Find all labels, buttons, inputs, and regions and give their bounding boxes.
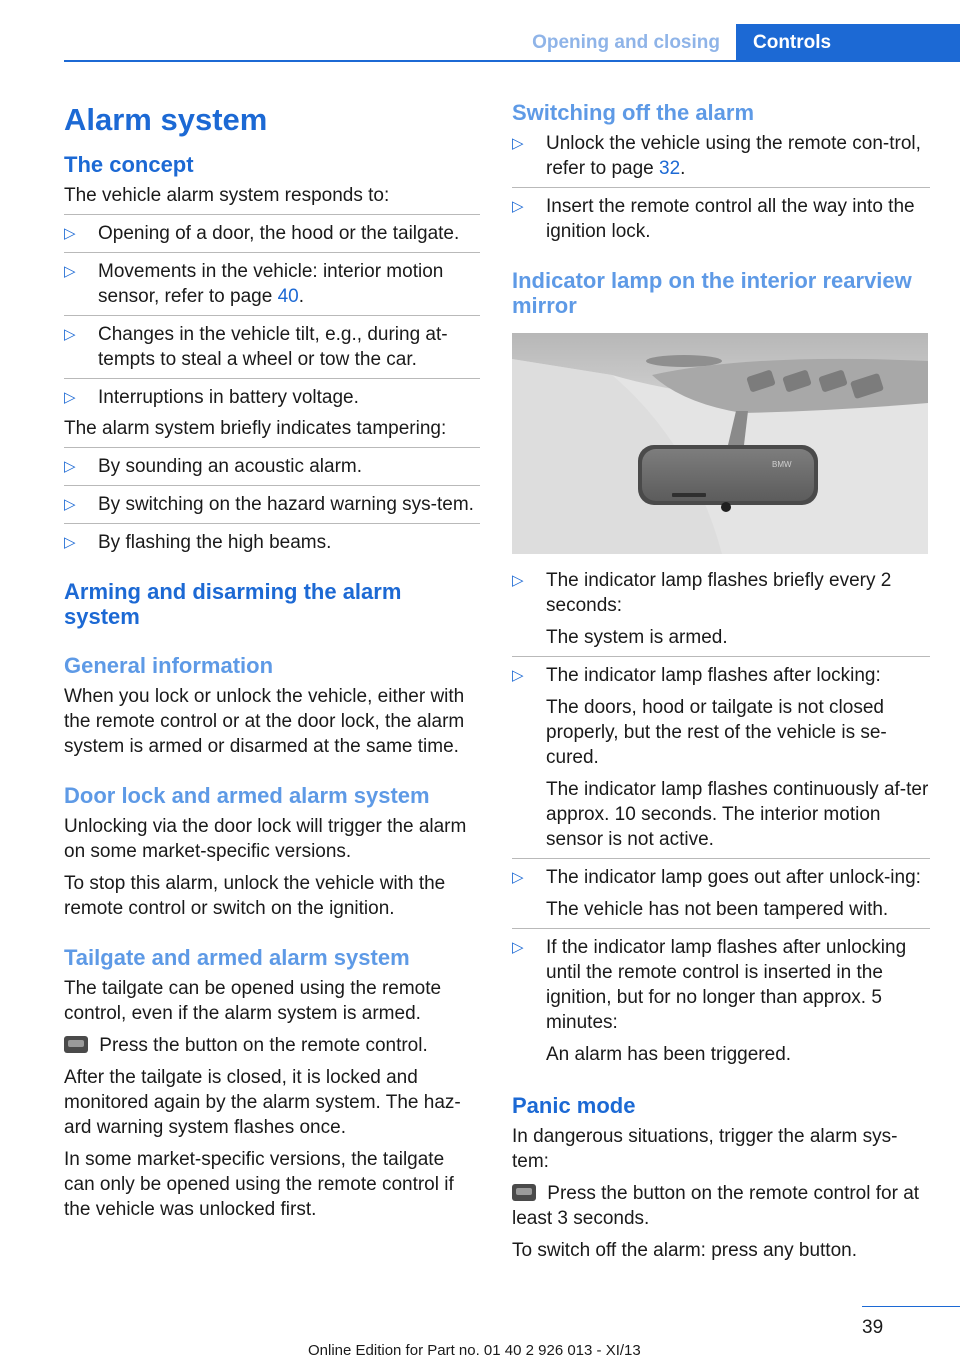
general-info-heading: General information [64, 653, 274, 678]
tailgate-market-text: In some market-specific versions, the tailgate can only be opened using the remote control if the vehicle was unlocked first. [64, 1149, 454, 1220]
tailgate-heading: Tailgate and armed alarm system [64, 945, 410, 970]
page-link-40[interactable]: 40 [277, 286, 299, 307]
indicator-lamp-icon [721, 502, 731, 512]
tailgate-text: The tailgate can be opened using the remote control, even if the alarm system is armed. [64, 978, 442, 1024]
list-item: ▷ By flashing the high beams. [64, 523, 480, 555]
list-item: ▷ Unlock the vehicle using the remote con-trol, refer to page 32. [512, 133, 921, 179]
page-header [0, 0, 960, 64]
list-item: ▷ Movements in the vehicle: interior motion sensor, refer to page 40. [64, 252, 480, 309]
indicator-list [512, 568, 930, 1067]
switch-off-heading: Switching off the alarm [512, 100, 755, 125]
triangle-bullet-icon: ▷ [64, 389, 76, 406]
tamper-intro: The alarm system briefly indicates tampering: [64, 418, 447, 439]
triangle-bullet-icon: ▷ [512, 869, 524, 886]
list-item: ▷ By sounding an acoustic alarm. [64, 447, 480, 479]
triangle-bullet-icon: ▷ [64, 326, 76, 343]
panic-off-text: To switch off the alarm: press any button. [512, 1240, 857, 1261]
page-number: 39 [862, 1317, 884, 1338]
footer-rule [862, 1306, 960, 1307]
tailgate-closed-text: After the tailgate is closed, it is locked and monitored again by the alarm system. The haz-ard warning system flashes once. [64, 1067, 461, 1138]
list-item: ▷ Changes in the vehicle tilt, e.g., during at-tempts to steal a wheel or tow the car. [64, 315, 480, 372]
door-lock-heading: Door lock and armed alarm system [64, 783, 430, 808]
left-column [64, 100, 480, 1222]
triangle-bullet-icon: ▷ [64, 458, 76, 475]
panic-mode-heading: Panic mode [512, 1093, 636, 1118]
triangle-bullet-icon: ▷ [512, 135, 524, 152]
indicator-heading: Indicator lamp on the interior rearview mirror [512, 268, 912, 318]
list-item: ▷ By switching on the hazard warning sys-tem. [64, 485, 480, 517]
list-item: ▷ The indicator lamp flashes briefly every 2 seconds: The system is armed. [512, 570, 892, 648]
header-tab-controls: Controls [736, 24, 960, 62]
tailgate-button-text: Press the button on the remote control. [64, 1033, 480, 1058]
door-lock-text: Unlocking via the door lock will trigger the alarm on some market-specific versions. [64, 816, 467, 862]
arming-heading: Arming and disarming the alarm system [64, 579, 402, 629]
triangle-bullet-icon: ▷ [64, 263, 76, 280]
general-info-text: When you lock or unlock the vehicle, either with the remote control or at the door lock, the alarm system is armed or disarmed at the same time. [64, 686, 465, 757]
mirror-logo: BMW [772, 460, 792, 469]
list-item: ▷ Opening of a door, the hood or the tailgate. [64, 214, 480, 246]
remote-tailgate-button-icon [64, 1036, 88, 1053]
tamper-list [64, 447, 480, 555]
triangle-bullet-icon: ▷ [64, 534, 76, 551]
panic-mode-text: In dangerous situations, trigger the alarm sys-tem: [512, 1126, 898, 1172]
remote-panic-button-icon [512, 1184, 536, 1201]
triangle-bullet-icon: ▷ [512, 572, 524, 589]
edition-note: Online Edition for Part no. 01 40 2 926 013 - XI/13 [308, 1342, 641, 1359]
rearview-mirror-image [512, 333, 928, 554]
list-item: ▷ If the indicator lamp flashes after unlocking until the remote control is inserted in the ignition, but for no longer than approx. 5 minutes: An alarm has been triggered. [512, 928, 930, 1067]
page-link-32[interactable]: 32 [659, 158, 681, 179]
header-rule [64, 60, 960, 62]
list-item: ▷ The indicator lamp goes out after unlock-ing: The vehicle has not been tampered with. [512, 858, 930, 922]
door-lock-stop-text: To stop this alarm, unlock the vehicle with the remote control or switch on the ignition. [64, 873, 446, 919]
list-item: ▷ The indicator lamp flashes after locking: The doors, hood or tailgate is not closed properly, but the rest of the vehicle is se-cured. The indicator lamp flashes continuously af-ter approx. 10 seconds. The interior motion sensor is not active. [512, 656, 930, 852]
list-item: ▷ Insert the remote control all the way into the ignition lock. [512, 187, 930, 244]
triangle-bullet-icon: ▷ [64, 496, 76, 513]
page-title: Alarm system [64, 102, 268, 137]
panic-button-text: Press the button on the remote control for at least 3 seconds. [512, 1183, 920, 1229]
header-section-title: Opening and closing [532, 32, 720, 53]
list-item: ▷ Interruptions in battery voltage. [64, 378, 480, 410]
triangle-bullet-icon: ▷ [512, 667, 524, 684]
concept-heading: The concept [64, 152, 194, 177]
right-column [512, 100, 930, 1263]
concept-intro: The vehicle alarm system responds to: [64, 185, 390, 206]
triangle-bullet-icon: ▷ [512, 198, 524, 215]
switch-off-list [512, 131, 930, 244]
triangle-bullet-icon: ▷ [64, 225, 76, 242]
triangle-bullet-icon: ▷ [512, 939, 524, 956]
responds-list [64, 214, 480, 410]
rearview-mirror-illustration [512, 333, 928, 554]
